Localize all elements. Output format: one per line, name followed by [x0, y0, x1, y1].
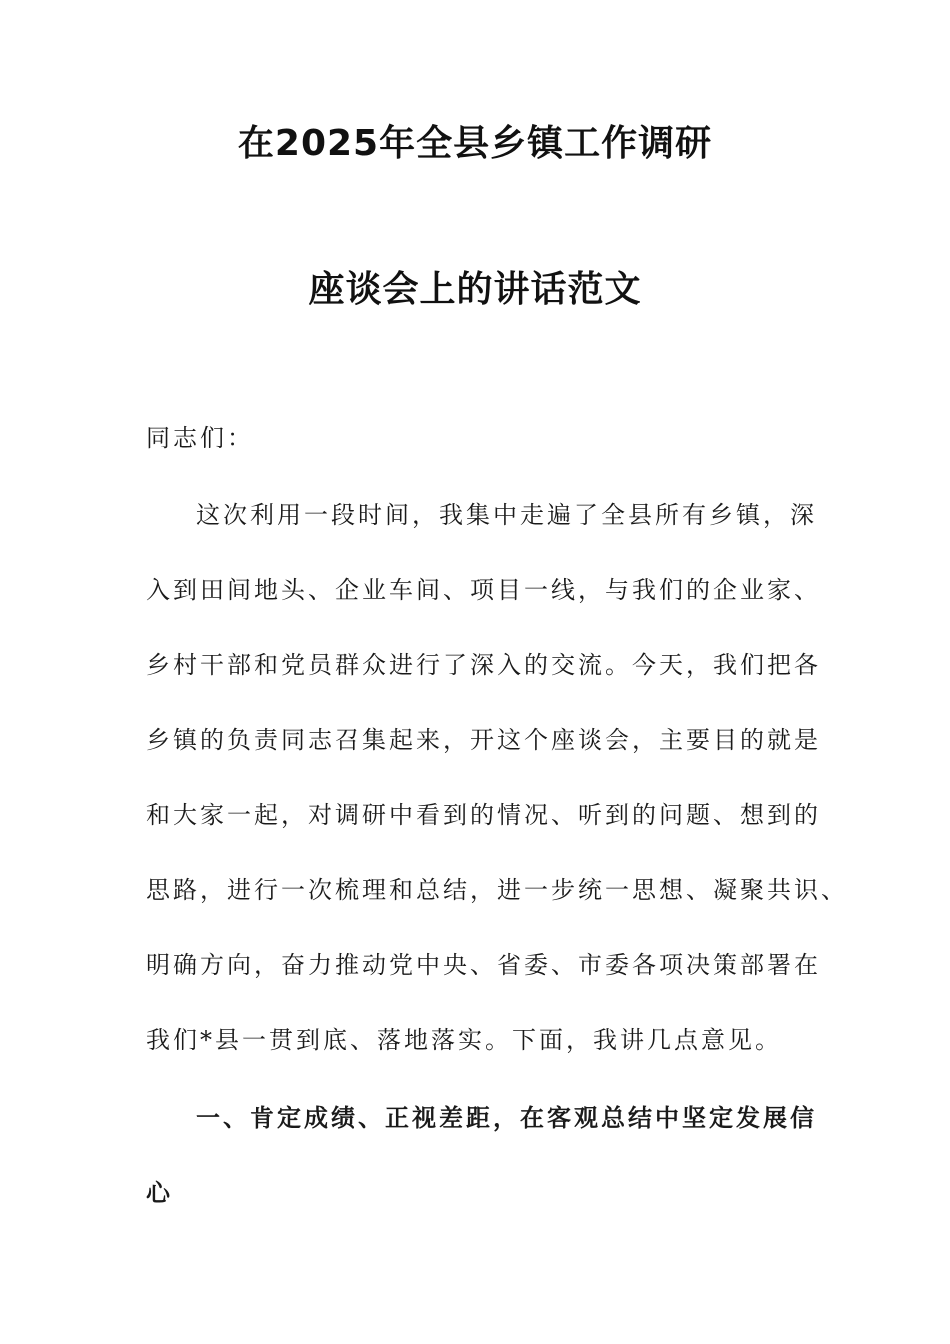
- paragraph-line: 我们*县一贯到底、落地落实。下面，我讲几点意见。: [146, 1026, 782, 1054]
- paragraph-line: 乡村干部和党员群众进行了深入的交流。今天，我们把各: [146, 651, 821, 679]
- paragraph-line: 入到田间地头、企业车间、项目一线，与我们的企业家、: [146, 576, 821, 604]
- salutation: 同志们：: [146, 424, 254, 452]
- paragraph-line: 和大家一起，对调研中看到的情况、听到的问题、想到的: [146, 801, 821, 829]
- paragraph-line: 这次利用一段时间，我集中走遍了全县所有乡镇，深: [196, 501, 817, 529]
- heading-line: 心: [146, 1178, 173, 1207]
- paragraph-line: 乡镇的负责同志召集起来，开这个座谈会，主要目的就是: [146, 726, 821, 754]
- paragraph-line: 明确方向，奋力推动党中央、省委、市委各项决策部署在: [146, 951, 821, 979]
- document-title-line-1: 在2025年全县乡镇工作调研: [237, 123, 713, 164]
- section-heading-1: [146, 1080, 817, 1230]
- document-title-line-2: 座谈会上的讲话范文: [308, 269, 642, 310]
- paragraph-line: 思路，进行一次梳理和总结，进一步统一思想、凝聚共识、: [146, 876, 848, 904]
- paragraph-1: [146, 478, 848, 1078]
- heading-line: 一、肯定成绩、正视差距，在客观总结中坚定发展信: [196, 1103, 817, 1132]
